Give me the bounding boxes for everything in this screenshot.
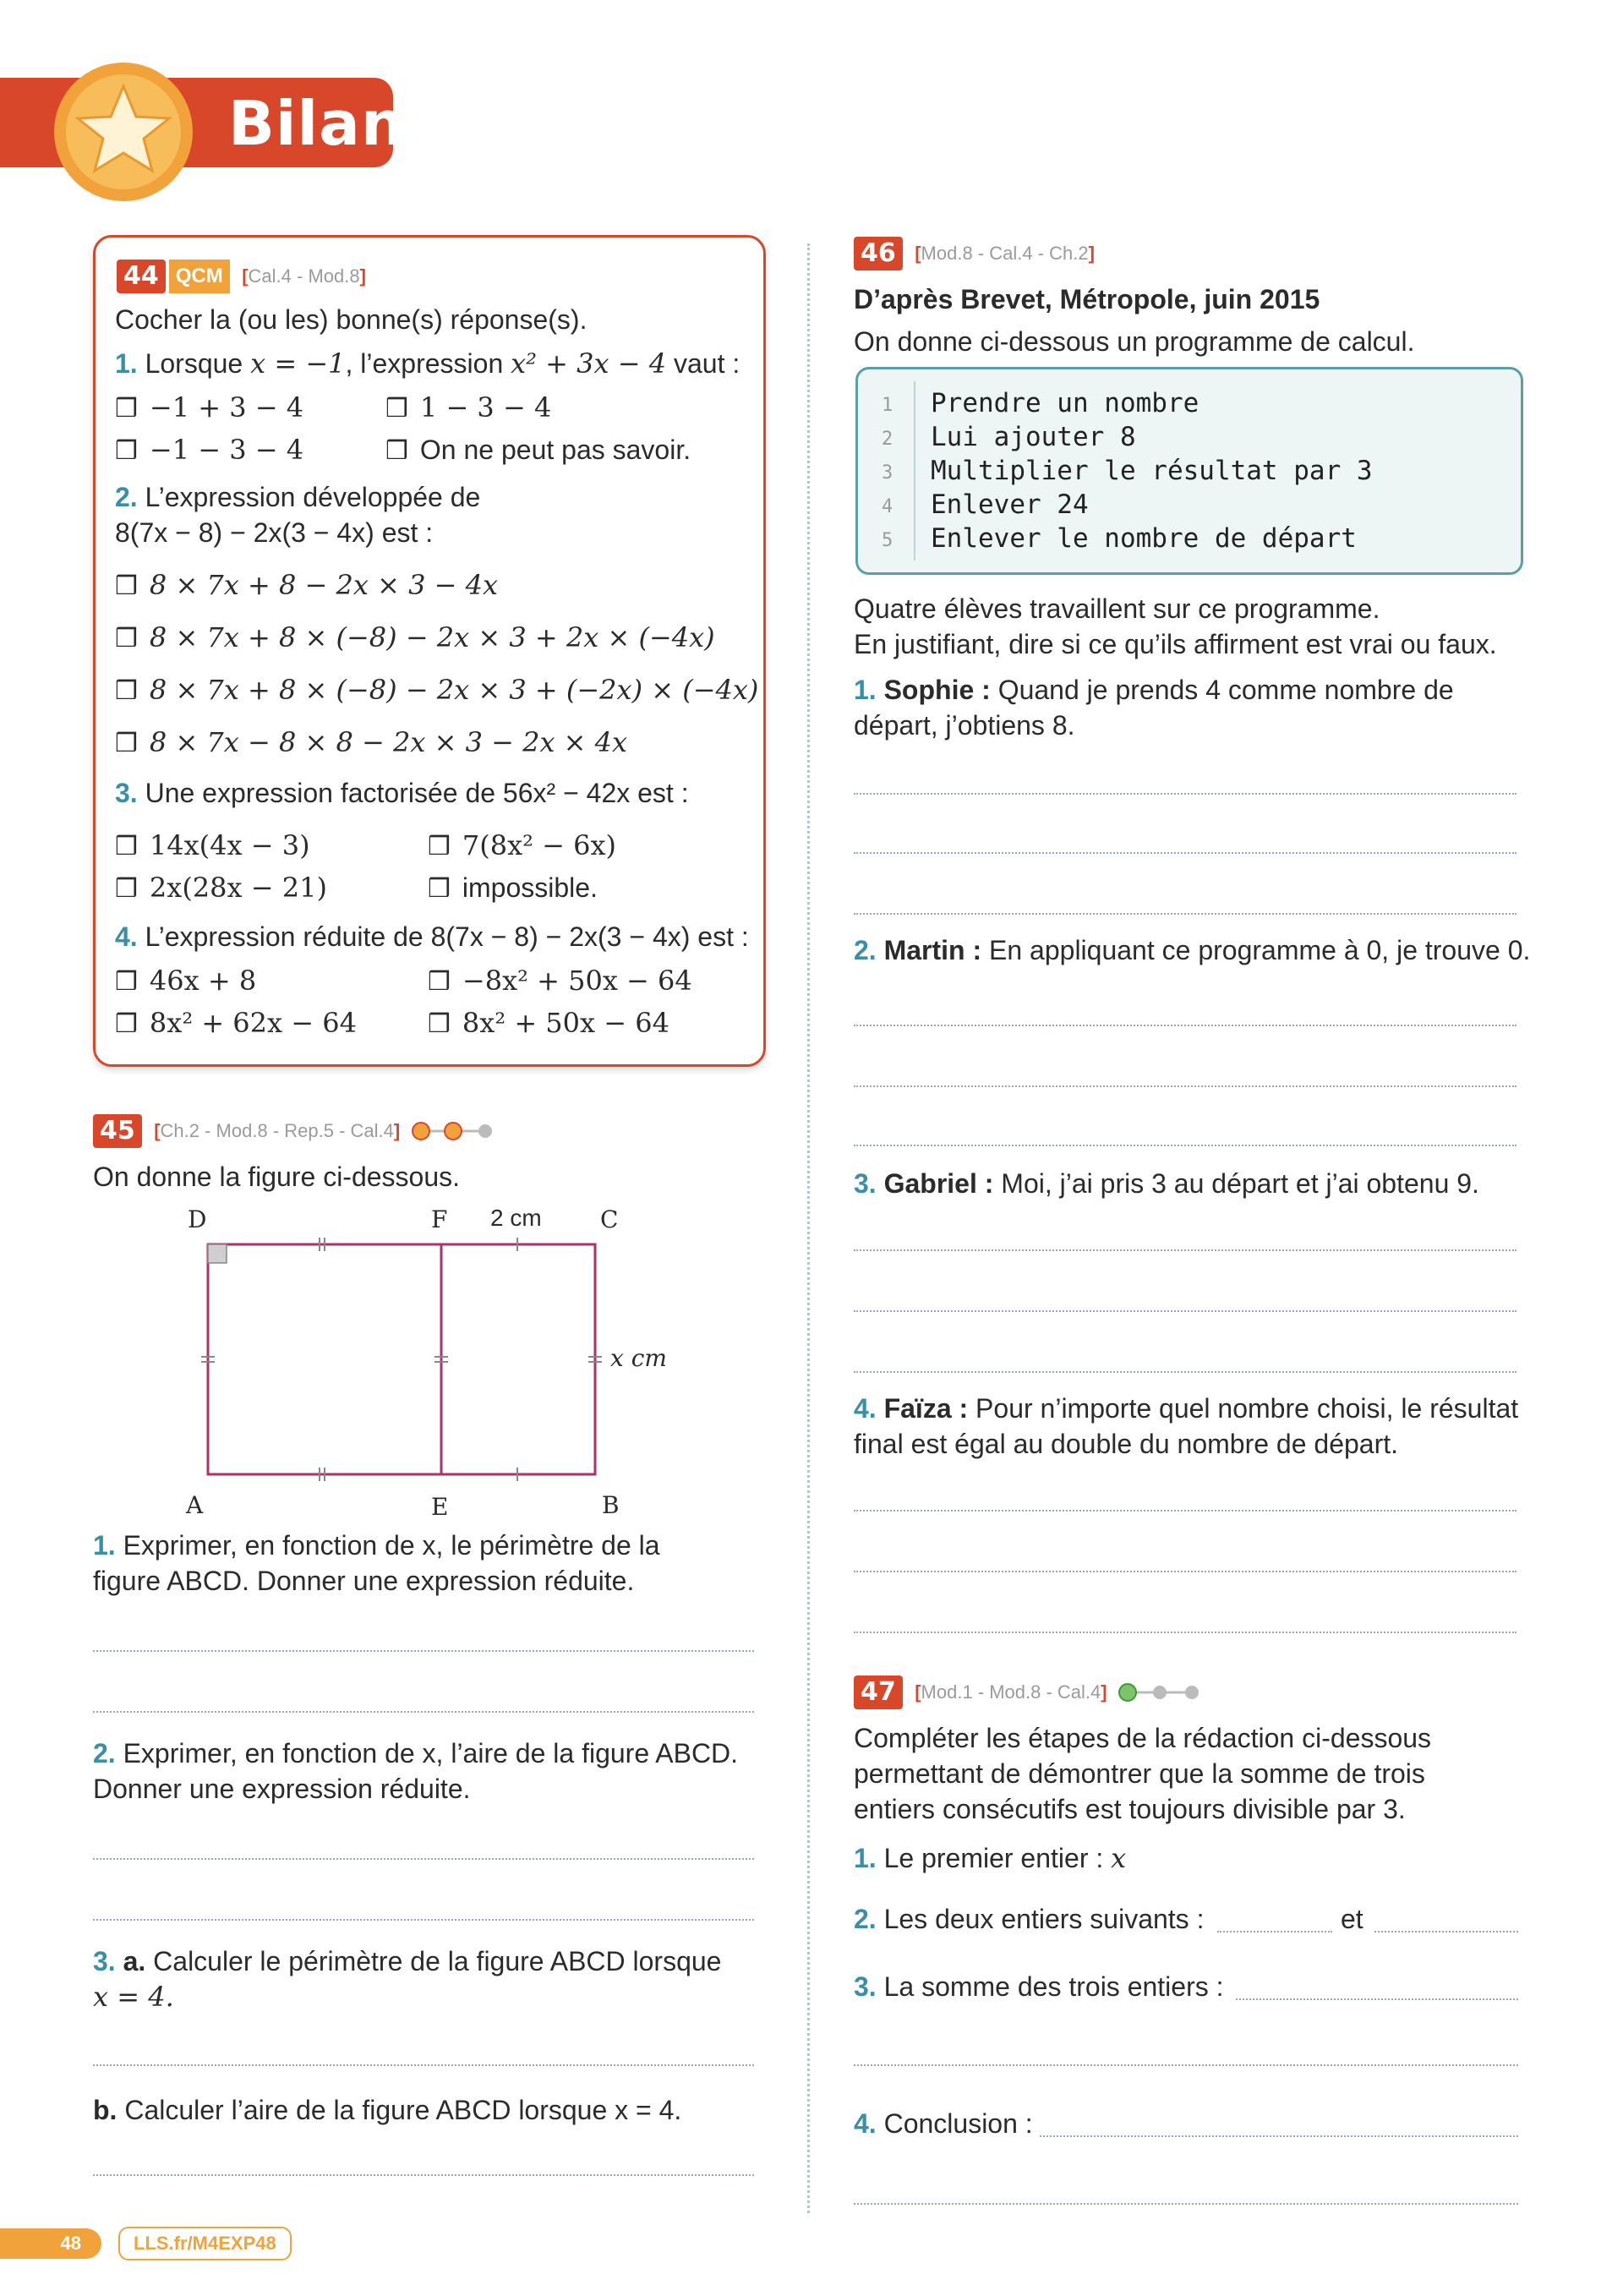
page-title: Bilan xyxy=(228,88,406,159)
answer-line[interactable] xyxy=(854,1249,1516,1251)
ex44-q2-line2: 8(7x − 8) − 2x(3 − 4x) est : xyxy=(115,517,434,548)
ex46-source: D’après Brevet, Métropole, juin 2015 xyxy=(854,284,1320,314)
ex44-refs: [Cal.4 - Mod.8] xyxy=(242,265,366,287)
ex44-q2-option[interactable]: ❒ 8 × 7x + 8 × (−8) − 2x × 3 + (−2x) × (−4x) xyxy=(115,674,759,706)
answer-line[interactable] xyxy=(93,1650,754,1652)
ex44-q3-option[interactable]: ❒ 2x(28x − 21) xyxy=(115,872,327,904)
code-line-number: 5 xyxy=(882,530,893,551)
ex44-q4-option[interactable]: ❒ 8x² + 62x − 64 xyxy=(115,1007,357,1039)
answer-line[interactable] xyxy=(854,913,1516,915)
ex44-q2-option[interactable]: ❒ 8 × 7x − 8 × 8 − 2x × 3 − 2x × 4x xyxy=(115,726,628,758)
code-line: Multiplier le résultat par 3 xyxy=(931,456,1373,486)
ex46-para2: En justifiant, dire si ce qu’ils affirment est vrai ou faux. xyxy=(854,629,1497,659)
qcm-badge: QCM xyxy=(169,260,230,293)
ex44-q4-option[interactable]: ❒ 46x + 8 xyxy=(115,965,257,997)
code-line: Lui ajouter 8 xyxy=(931,422,1136,452)
label-f: F xyxy=(431,1205,448,1233)
ex45-q3a: 3. a. Calculer le périmètre de la figure ABCD lorsque xyxy=(93,1946,722,1976)
answer-line[interactable] xyxy=(93,2064,754,2066)
label-c: C xyxy=(600,1205,619,1233)
right-angle-icon xyxy=(208,1244,227,1263)
ex45-header xyxy=(93,1114,495,1148)
figure-outline xyxy=(208,1244,595,1474)
answer-line[interactable] xyxy=(854,1371,1516,1373)
code-line-number: 3 xyxy=(882,462,893,484)
ex46-header xyxy=(854,237,1095,271)
label-a: A xyxy=(186,1491,204,1519)
ex44-q3: 3. Une expression factorisée de 56x² − 42x est : xyxy=(115,778,689,808)
answer-line[interactable] xyxy=(93,1711,754,1713)
answer-line[interactable] xyxy=(854,1310,1516,1312)
answer-blank[interactable] xyxy=(1040,2135,1518,2137)
ex45-q2: 2. Exprimer, en fonction de x, l’aire de la figure ABCD. xyxy=(93,1738,739,1768)
ex47-step3: 3. La somme des trois entiers : xyxy=(854,1971,1224,2002)
ex47-header xyxy=(854,1676,1202,1709)
label-b: B xyxy=(602,1491,620,1519)
ex44-q2-option[interactable]: ❒ 8 × 7x + 8 − 2x × 3 − 4x xyxy=(115,569,498,601)
ex44-q4-option[interactable]: ❒ 8x² + 50x − 64 xyxy=(428,1007,669,1039)
ex46-refs: [Mod.8 - Cal.4 - Ch.2] xyxy=(915,243,1095,264)
ex44-instruction: Cocher la (ou les) bonne(s) réponse(s). xyxy=(115,304,587,335)
ex44-q1-option[interactable]: ❒ −1 + 3 − 4 xyxy=(115,391,304,424)
ex46-para1: Quatre élèves travaillent sur ce programme. xyxy=(854,593,1380,624)
ex45-refs: [Ch.2 - Mod.8 - Rep.5 - Cal.4] xyxy=(154,1120,401,1141)
answer-line[interactable] xyxy=(93,1919,754,1921)
program-code-box xyxy=(855,367,1523,575)
ex46-q2: 2. Martin : En appliquant ce programme à 0, je trouve 0. xyxy=(854,935,1531,965)
ex46-intro: On donne ci-dessous un programme de calcul. xyxy=(854,326,1415,357)
ex44-q3-option[interactable]: ❒ 7(8x² − 6x) xyxy=(428,829,617,861)
ex45-intro: On donne la figure ci-dessous. xyxy=(93,1162,461,1192)
ex46-q1: 1. Sophie : Quand je prends 4 comme nombre de xyxy=(854,675,1454,705)
code-line-number: 2 xyxy=(882,429,893,450)
footer-link[interactable]: LLS.fr/M4EXP48 xyxy=(118,2227,292,2260)
ex47-step1: 1. Le premier entier : x xyxy=(854,1842,1127,1874)
ex46-q1-line2: départ, j’obtiens 8. xyxy=(854,710,1075,741)
side-dimension: x cm xyxy=(610,1344,667,1372)
answer-line[interactable] xyxy=(854,2203,1518,2205)
ex47-step2-and: et xyxy=(1341,1904,1363,1934)
ex44-q4: 4. L’expression réduite de 8(7x − 8) − 2x(3 − 4x) est : xyxy=(115,921,749,952)
label-d: D xyxy=(188,1205,207,1233)
ex47-step4: 4. Conclusion : xyxy=(854,2108,1033,2139)
ex44-q2: 2. L’expression développée de xyxy=(115,482,481,512)
ex47-refs: [Mod.1 - Mod.8 - Cal.4] xyxy=(915,1681,1107,1703)
ex46-q4-line2: final est égal au double du nombre de départ. xyxy=(854,1429,1399,1459)
ex44-q3-option[interactable]: ❒ 14x(4x − 3) xyxy=(115,829,310,861)
ex45-number: 45 xyxy=(93,1114,142,1148)
ex46-number: 46 xyxy=(854,237,903,271)
ex46-q3: 3. Gabriel : Moi, j’ai pris 3 au départ et j’ai obtenu 9. xyxy=(854,1168,1479,1199)
ex45-q3b: b. Calculer l’aire de la figure ABCD lorsque x = 4. xyxy=(93,2095,682,2125)
answer-blank[interactable] xyxy=(1374,1931,1518,1932)
answer-blank[interactable] xyxy=(1217,1931,1332,1932)
ex47-number: 47 xyxy=(854,1676,903,1709)
ex45-q1: 1. Exprimer, en fonction de x, le périmètre de la xyxy=(93,1530,660,1561)
answer-line[interactable] xyxy=(854,1025,1516,1026)
answer-blank[interactable] xyxy=(1236,1998,1518,2000)
ex44-q3-option[interactable]: ❒ impossible. xyxy=(428,872,598,903)
answer-line[interactable] xyxy=(854,1510,1516,1512)
code-line: Prendre un nombre xyxy=(931,388,1199,418)
answer-line[interactable] xyxy=(854,2064,1518,2066)
ex47-step2: 2. Les deux entiers suivants : xyxy=(854,1904,1205,1934)
ex46-q4: 4. Faïza : Pour n’importe quel nombre choisi, le résultat xyxy=(854,1393,1519,1424)
ex44-q2-option[interactable]: ❒ 8 × 7x + 8 × (−8) − 2x × 3 + 2x × (−4x) xyxy=(115,621,715,653)
star-icon xyxy=(52,61,194,203)
code-line-number: 4 xyxy=(882,496,893,517)
column-divider xyxy=(807,243,810,2213)
ex47-line1: Compléter les étapes de la rédaction ci-dessous xyxy=(854,1723,1432,1753)
ex45-q2-line2: Donner une expression réduite. xyxy=(93,1774,471,1804)
answer-line[interactable] xyxy=(854,852,1516,854)
difficulty-dots-icon xyxy=(1118,1682,1202,1703)
ex45-q1-line2: figure ABCD. Donner une expression réduite. xyxy=(93,1566,635,1596)
ex44-header xyxy=(117,260,366,293)
ex44-q1: 1. Lorsque x = −1, l’expression x² + 3x − 4 vaut : xyxy=(115,347,740,380)
ex44-number: 44 xyxy=(117,260,166,293)
answer-line[interactable] xyxy=(854,1632,1516,1633)
ex47-line3: entiers consécutifs est toujours divisible par 3. xyxy=(854,1794,1406,1824)
code-line: Enlever le nombre de départ xyxy=(931,523,1357,554)
ex45-q3a-line2: x = 4. xyxy=(93,1981,174,2013)
code-line: Enlever 24 xyxy=(931,489,1089,520)
label-e: E xyxy=(431,1493,449,1521)
answer-line[interactable] xyxy=(93,2174,754,2176)
answer-line[interactable] xyxy=(854,1145,1516,1146)
ex44-q1-option[interactable]: ❒ 1 − 3 − 4 xyxy=(385,391,552,424)
top-dimension: 2 cm xyxy=(490,1205,542,1231)
ex44-q1-option[interactable]: ❒ −1 − 3 − 4 xyxy=(115,434,304,466)
page-number: 48 xyxy=(0,2228,101,2259)
answer-line[interactable] xyxy=(854,1085,1516,1087)
ex44-q1-option[interactable]: ❒ On ne peut pas savoir. xyxy=(385,435,691,465)
answer-line[interactable] xyxy=(854,793,1516,795)
answer-line[interactable] xyxy=(854,1571,1516,1572)
difficulty-dots-icon xyxy=(411,1121,495,1141)
ex47-line2: permettant de démontrer que la somme de trois xyxy=(854,1758,1425,1789)
code-line-number: 1 xyxy=(882,395,893,416)
ex45-rectangle-figure xyxy=(169,1200,693,1522)
answer-line[interactable] xyxy=(93,1858,754,1860)
ex44-q4-option[interactable]: ❒ −8x² + 50x − 64 xyxy=(428,965,692,997)
